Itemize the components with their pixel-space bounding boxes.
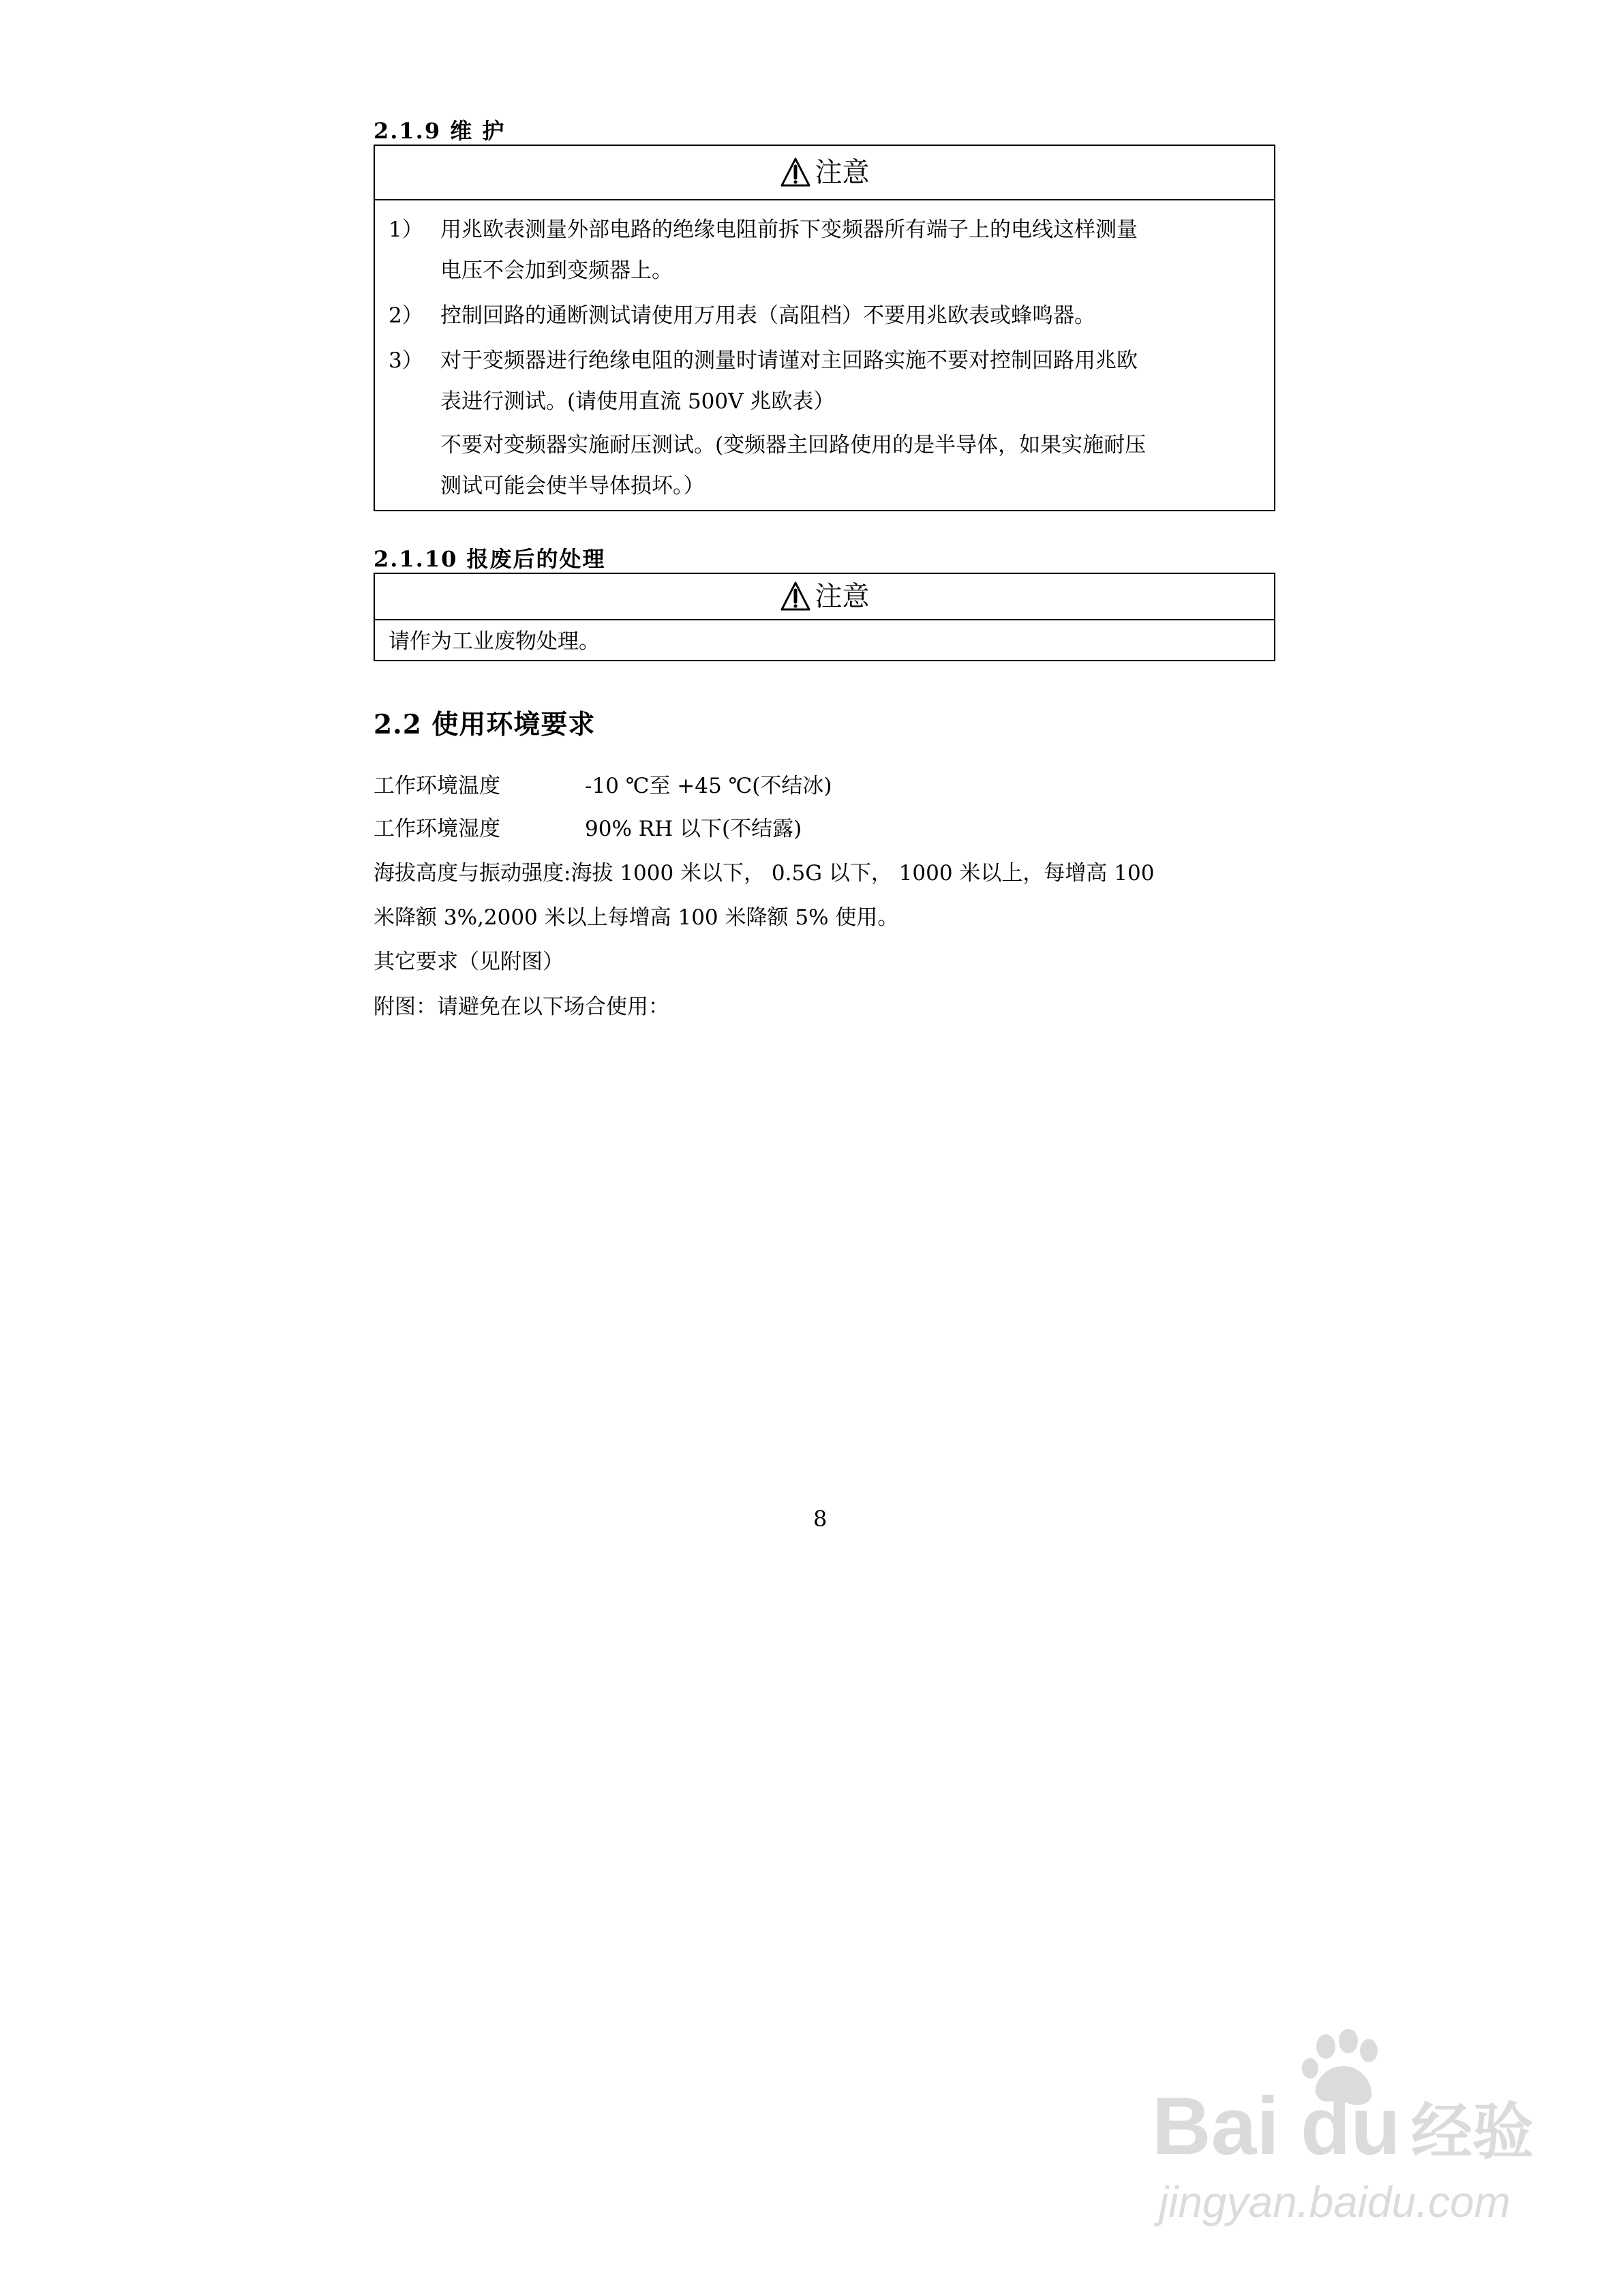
item-text-line: 用兆欧表测量外部电路的绝缘电阻前拆下变频器所有端子上的电线这样测量 xyxy=(440,217,1138,242)
humidity-value: 90% RH 以下(不结露) xyxy=(585,817,802,841)
item-number: 1） xyxy=(389,217,423,242)
item-text-line: 测试可能会使半导体损坏。） xyxy=(440,474,705,498)
other-requirements: 其它要求（见附图） xyxy=(374,950,564,974)
humidity-label: 工作环境湿度 xyxy=(374,817,500,841)
page-number: 8 xyxy=(813,1506,828,1532)
section-heading-2-1-10: 2.1.10 报废后的处理 xyxy=(374,546,606,572)
item-number: 3） xyxy=(389,348,423,373)
item-text-line: 电压不会加到变频器上。 xyxy=(440,258,673,283)
item-number: 2） xyxy=(389,303,423,328)
temperature-label: 工作环境温度 xyxy=(374,774,500,798)
item-text-line: 控制回路的通断测试请使用万用表（高阻档）不要用兆欧表或蜂鸣器。 xyxy=(440,303,1095,328)
item-text-line: 不要对变频器实施耐压测试。(变频器主回路使用的是半导体，如果实施耐压 xyxy=(440,433,1147,457)
notice-label: 注意 xyxy=(815,157,870,188)
section-heading-2-2: 2.2 使用环境要求 xyxy=(374,709,596,740)
notice-header xyxy=(375,146,1274,200)
figure-caption: 附图：请避免在以下场合使用： xyxy=(374,995,669,1019)
baidu-watermark xyxy=(1152,2018,1547,2243)
svg-text:Bai: Bai xyxy=(1152,2081,1279,2172)
temperature-value: -10 ℃至 +45 ℃(不结冰) xyxy=(585,774,832,798)
altitude-text-line: 米降额 3%,2000 米以上每增高 100 米降额 5% 使用。 xyxy=(374,905,899,930)
baidu-logo-icon xyxy=(1152,2018,1547,2243)
notice-table-maintenance xyxy=(374,145,1275,511)
item-text-line: 对于变频器进行绝缘电阻的测量时请谨对主回路实施不要对控制回路用兆欧 xyxy=(440,348,1138,373)
disposal-text: 请作为工业废物处理。 xyxy=(389,629,600,654)
warning-icon xyxy=(780,581,811,612)
notice-table-disposal xyxy=(374,573,1275,661)
item-text-line: 表进行测试。(请使用直流 500V 兆欧表） xyxy=(440,389,835,414)
altitude-text-line: 海拔高度与振动强度:海拔 1000 米以下， 0.5G 以下， 1000 米以上，每增高 100 xyxy=(374,861,1155,886)
svg-text:du: du xyxy=(1301,2081,1401,2172)
section-heading-2-1-9: 2.1.9 维 护 xyxy=(374,118,506,144)
warning-icon xyxy=(780,157,811,188)
notice-header xyxy=(375,574,1274,620)
svg-text:经验: 经验 xyxy=(1411,2096,1534,2168)
svg-text:jingyan.baidu.com: jingyan.baidu.com xyxy=(1159,2177,1511,2226)
notice-label: 注意 xyxy=(815,581,870,612)
